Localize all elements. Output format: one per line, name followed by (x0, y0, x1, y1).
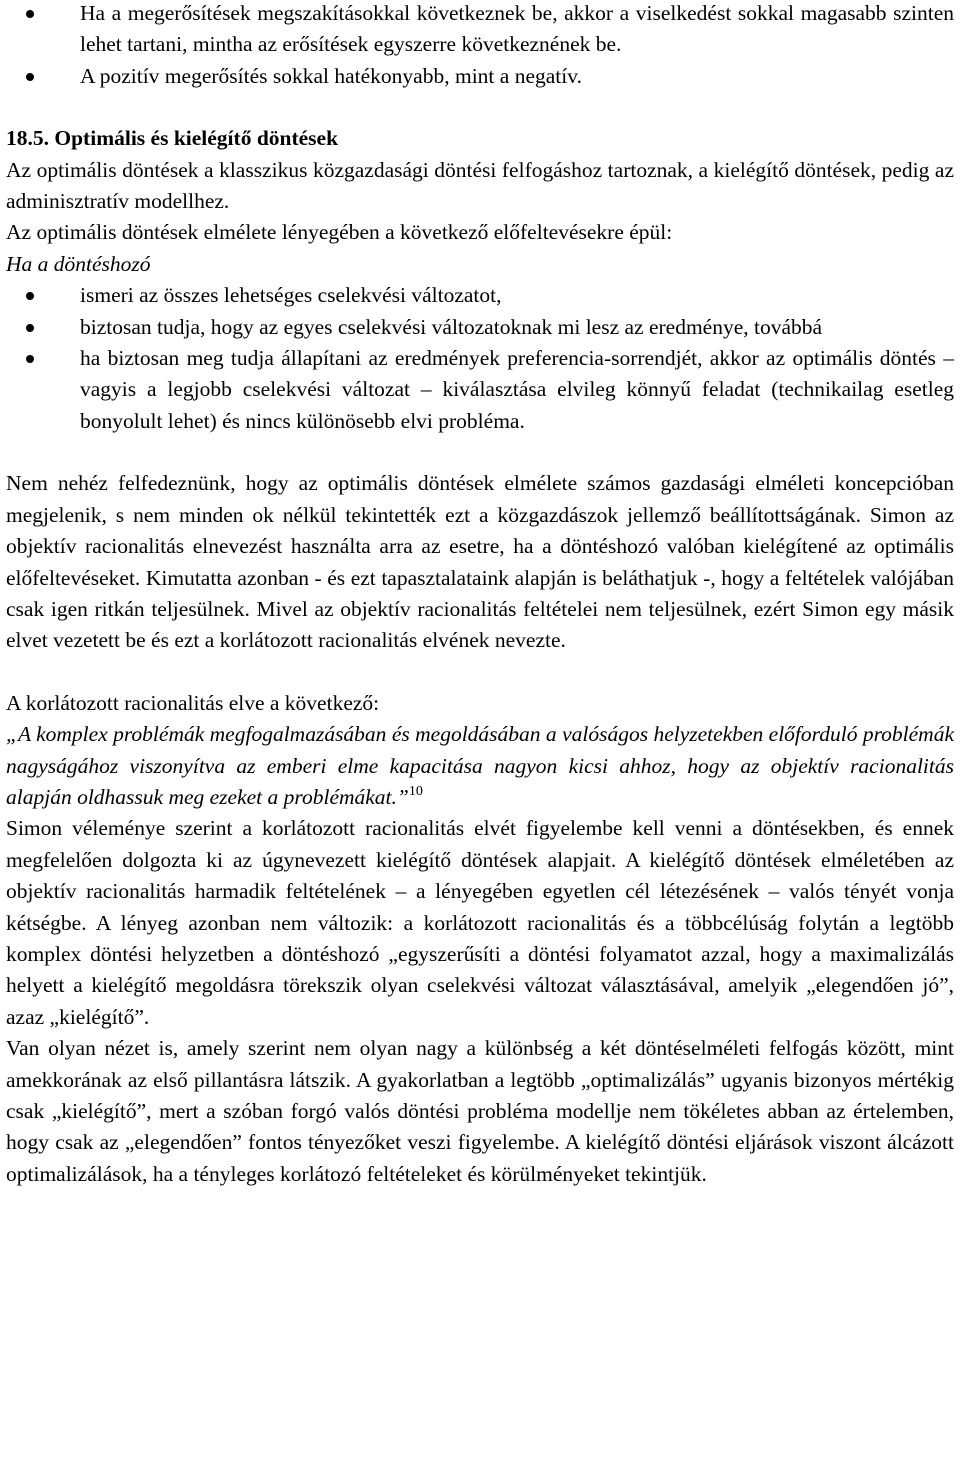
footnote-marker: 10 (408, 783, 423, 799)
section-premise: Az optimális döntések elmélete lényegében a következő előfeltevésekre épül: (6, 220, 673, 245)
bullet-icon (26, 355, 34, 363)
condition-text: ismeri az összes lehetséges cselekvési változatot, (80, 283, 502, 308)
paragraph-simon: Nem nehéz felfedeznünk, hogy az optimális döntések elmélete számos gazdasági elméleti koncepcióban megjelenik, s nem minden ok nélkül tekintették ezt a közgazdászok jellemző beállítottságának. Simon az objektív racionalitás elnevezést használta arra az esetre, ha a döntéshozó valóban kielégítené az optimális előfeltevéseket. Kimutatta azonban - és ezt tapasztalataink alapján is beláthatjuk -, hogy a feltételek valójában csak igen ritkán teljesülnek. Mivel az objektív racionalitás feltételei nem teljesülnek, ezért Simon egy másik elvet vezetett be és ezt a korlátozott racionalitás elvének nevezte. (6, 471, 954, 653)
bullet-icon (26, 324, 34, 332)
section-intro: Az optimális döntések a klasszikus közgazdasági döntési felfogáshoz tartoznak, a kielégítő döntések, pedig az adminisztratív modellhez. (6, 157, 954, 214)
top-bullet-list (6, 0, 954, 92)
condition-lead: Ha a döntéshozó (6, 251, 151, 276)
bounded-rationality-quote (6, 719, 954, 813)
list-item (6, 61, 954, 92)
bullet-icon (26, 292, 34, 300)
bullet-icon (26, 10, 34, 18)
paragraph-view: Van olyan nézet is, amely szerint nem olyan nagy a különbség a két döntéselméleti felfogás között, mint amekkorának az első pillantásra látszik. A gyakorlatban a legtöbb „optimalizálás” ugyanis bizonyos mértékig csak „kielégítő”, mert a szóban forgó valós döntési probléma modellje nem tökéletes abban az értelemben, hogy csak az „elegendően” fontos tényezőket veszi figyelembe. A kielégítő döntési eljárások viszont álcázott optimalizálások, ha a tényleges korlátozó feltételeket és körülményeket tekintjük. (6, 1036, 954, 1186)
section-heading: 18.5. Optimális és kielégítő döntések (6, 126, 339, 151)
list-item (6, 312, 954, 343)
quote-text: „A komplex problémák megfogalmazásában és megoldásában a valóságos helyzetekben előforduló problémák nagyságához viszonyítva az emberi elme kapacitása nagyon kicsi ahhoz, hogy az objektív racionalitás alapján oldhassuk meg ezeket a problémákat.” (6, 722, 954, 809)
conditions-list (6, 280, 954, 437)
bullet-text: Ha a megerősítések megszakításokkal következnek be, akkor a viselkedést sokkal magasabb szinten lehet tartani, mintha az erősítések egyszerre következnének be. (80, 1, 954, 57)
bounded-rationality-lead: A korlátozott racionalitás elve a következő: (6, 690, 380, 715)
list-item (6, 343, 954, 437)
list-item (6, 280, 954, 311)
bullet-text: A pozitív megerősítés sokkal hatékonyabb, mint a negatív. (80, 63, 582, 88)
condition-text: biztosan tudja, hogy az egyes cselekvési változatoknak mi lesz az eredménye, továbbá (80, 314, 823, 339)
condition-text: ha biztosan meg tudja állapítani az eredmények preferencia-sorrendjét, akkor az optimális döntés – vagyis a legjobb cselekvési változat – kiválasztása elvileg könnyű feladat (technikailag esetleg bonyolult lehet) és nincs különösebb elvi probléma. (80, 346, 954, 433)
bullet-icon (26, 73, 34, 81)
list-item (6, 0, 954, 61)
paragraph-satisficing: Simon véleménye szerint a korlátozott racionalitás elvét figyelembe kell venni a döntésekben, és ennek megfelelően dolgozta ki az úgynevezett kielégítő döntések alapjait. A kielégítő döntések elméletében az objektív racionalitás harmadik feltételének – a lényegében egyetlen cél létezésének – valós tényét vonja kétségbe. A lényeg azonban nem változik: a korlátozott racionalitás és a többcélúság folytán a legtöbb komplex döntési helyzetben a döntéshozó „egyszerűsíti a döntési folyamatot azzal, hogy a maximalizálás helyett a kielégítő megoldásra törekszik olyan cselekvési változat választásával, amelyik „elegendően jó”, azaz „kielégítő”. (6, 816, 954, 1029)
